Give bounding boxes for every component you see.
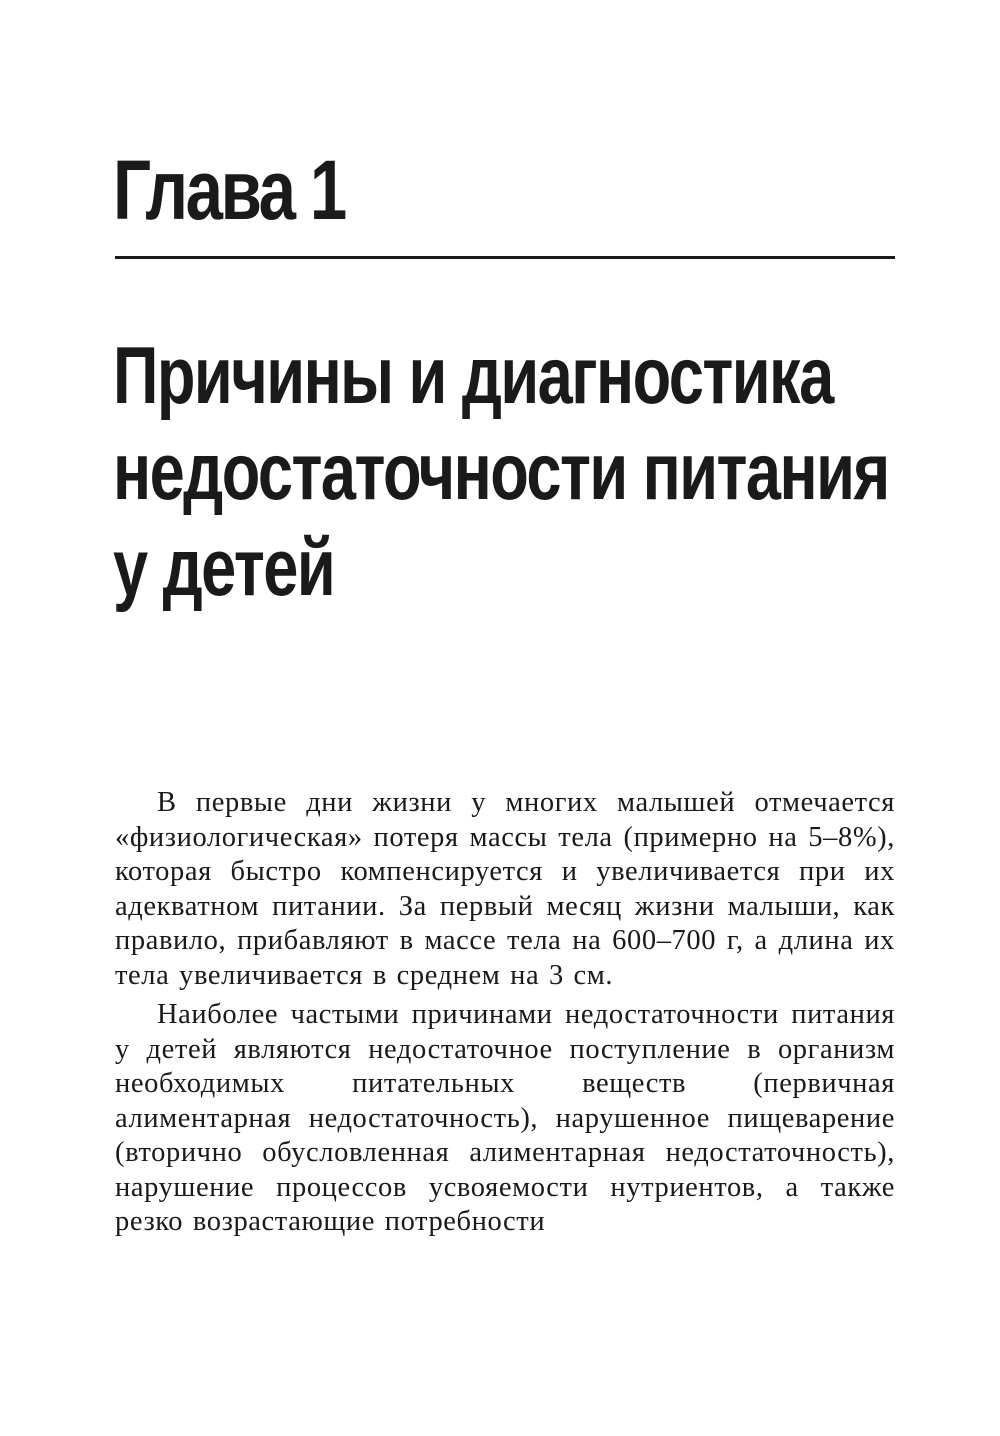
body-text [115, 786, 895, 1245]
chapter-divider [115, 256, 895, 259]
chapter-label: Глава 1 [113, 143, 345, 237]
chapter-title-line: Причины и диагностика [113, 331, 833, 421]
paragraph: Наиболее частыми причинами недостаточности питания у детей являются недостаточное поступление в организм необходимых питательных веществ (первичная алиментарная недостаточность), нарушенное пищеварение (вторично обусловленная алиментарная недостаточность), нарушение процессов усвояемости нутриентов, а также резко возрастающие потребности [115, 999, 895, 1237]
chapter-title-line: недостаточности питания [113, 427, 889, 517]
chapter-title [113, 328, 889, 616]
paragraph: В первые дни жизни у многих малышей отмечается «физиологическая» потеря массы тела (примерно на 5–8%), которая быстро компенсируется и увеличивается при их адекватном питании. За первый месяц жизни малыши, как правило, прибавляют в массе тела на 600–700 г, а длина их тела увеличивается в среднем на 3 см. [115, 787, 895, 991]
chapter-title-line: у детей [113, 523, 335, 613]
